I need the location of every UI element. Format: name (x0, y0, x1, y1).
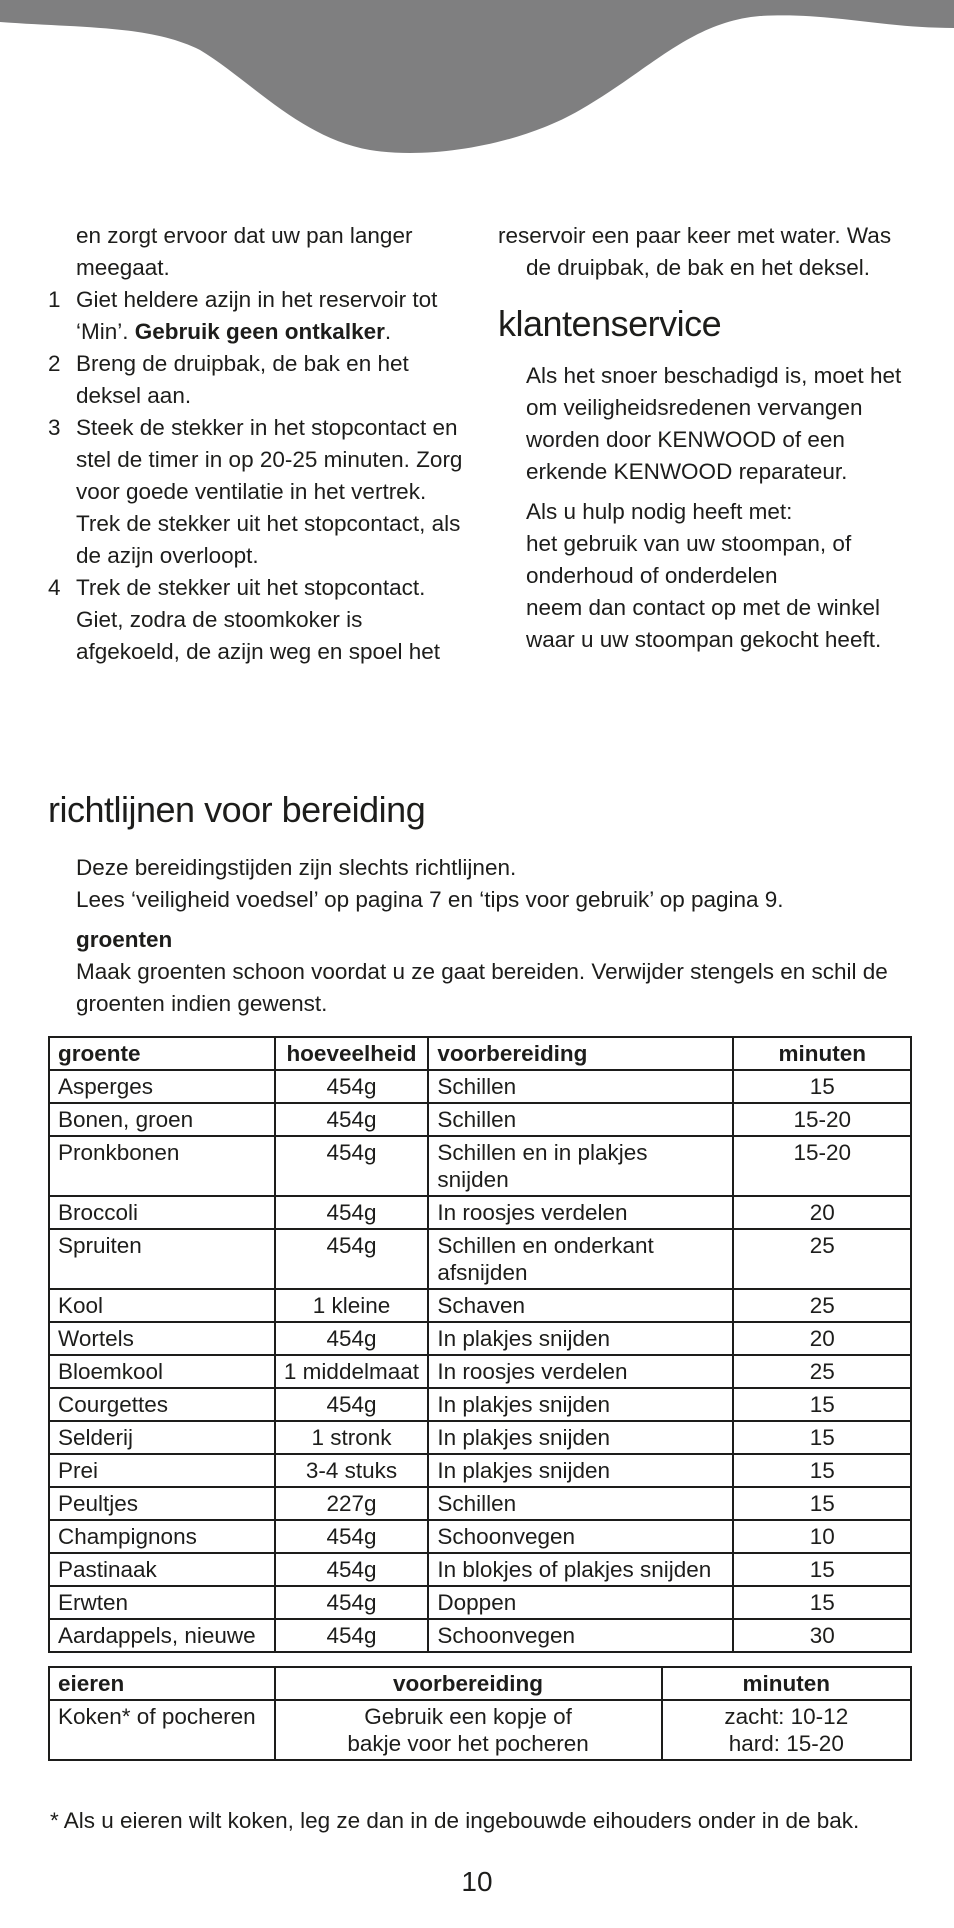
table-row (49, 1487, 911, 1520)
table-cell: 20 (733, 1196, 911, 1229)
table-cell: 454g (275, 1619, 429, 1652)
table-row (49, 1586, 911, 1619)
table-row (49, 1070, 911, 1103)
table-row (49, 1421, 911, 1454)
table-cell: 25 (733, 1229, 911, 1289)
table-cell: 3-4 stuks (275, 1454, 429, 1487)
step-1: 1 Giet heldere azijn in het reservoir tot ‘Min’. Gebruik geen ontkalker. (44, 284, 464, 348)
section-heading-klantenservice: klantenservice (498, 303, 722, 344)
table-cell: 454g (275, 1553, 429, 1586)
table-cell: Gebruik een kopje of bakje voor het pocheren (275, 1700, 662, 1760)
table-row (49, 1229, 911, 1289)
table-cell: In blokjes of plakjes snijden (428, 1553, 733, 1586)
table-cell: In plakjes snijden (428, 1421, 733, 1454)
step-text: Giet heldere azijn in het reservoir tot ‘Min’. (76, 287, 438, 344)
table-cell: In plakjes snijden (428, 1388, 733, 1421)
step-number: 4 (48, 575, 61, 600)
table-cell: 25 (733, 1289, 911, 1322)
table-cell: Pastinaak (49, 1553, 275, 1586)
service-paragraph: Als het snoer beschadigd is, moet het om veiligheidsredenen vervangen worden door KENWOOD of een erkende KENWOOD reparateur. (526, 363, 902, 484)
table-cell: 15-20 (733, 1136, 911, 1196)
table-cell: Courgettes (49, 1388, 275, 1421)
table-cell: Schoonvegen (428, 1520, 733, 1553)
table-cell: 30 (733, 1619, 911, 1652)
table-row (49, 1454, 911, 1487)
header-wave-banner (0, 0, 954, 160)
table-cell: 454g (275, 1229, 429, 1289)
subheading-groenten: groenten (76, 927, 173, 952)
left-column (44, 220, 464, 668)
step-2 (44, 348, 464, 412)
help-paragraph: Als u hulp nodig heeft met: het gebruik van uw stoompan, of onderhoud of onderdelen neem dan contact op met de winkel waar u uw stoompan gekocht heeft. (526, 499, 882, 652)
table-cell: Selderij (49, 1421, 275, 1454)
section-intro: Deze bereidingstijden zijn slechts richtlijnen. Lees ‘veiligheid voedsel’ op pagina 7 en ‘tips voor gebruik’ op pagina 9. groenten Maak groenten schoon voordat u ze gaat bereiden. Verwijder stengels en schil de groenten indien gewenst. (76, 852, 916, 1020)
table-cell: Erwten (49, 1586, 275, 1619)
step-number: 3 (48, 415, 61, 440)
table-cell: 454g (275, 1136, 429, 1196)
table-cell: Asperges (49, 1070, 275, 1103)
step-text: Steek de stekker in het stopcontact en stel de timer in op 20-25 minuten. Zorg voor goede ventilatie in het vertrek. Trek de stekker uit het stopcontact, als de azijn overloopt. (76, 415, 463, 568)
table-cell: In plakjes snijden (428, 1322, 733, 1355)
table-cell: Bloemkool (49, 1355, 275, 1388)
table-cell: Schillen (428, 1487, 733, 1520)
table-cell: Prei (49, 1454, 275, 1487)
table-cell: 15 (733, 1553, 911, 1586)
table-cell: In roosjes verdelen (428, 1355, 733, 1388)
table-cell: 20 (733, 1322, 911, 1355)
table-cell: Doppen (428, 1586, 733, 1619)
table-cell: 454g (275, 1196, 429, 1229)
table-row (49, 1619, 911, 1652)
table-cell: Schillen (428, 1070, 733, 1103)
table-row (49, 1103, 911, 1136)
column-header: minuten (662, 1667, 911, 1700)
table-cell: zacht: 10-12 hard: 15-20 (662, 1700, 911, 1760)
continued-text: en zorgt ervoor dat uw pan langer meegaat. (76, 223, 413, 280)
step-text: Trek de stekker uit het stopcontact. Giet, zodra de stoomkoker is afgekoeld, de azijn weg en spoel het (76, 575, 441, 664)
table-header-row (49, 1667, 911, 1700)
table-cell: Spruiten (49, 1229, 275, 1289)
table-cell: 15 (733, 1454, 911, 1487)
table-row (49, 1355, 911, 1388)
page-number: 10 (461, 1866, 493, 1897)
table-cell: Peultjes (49, 1487, 275, 1520)
table-cell: In plakjes snijden (428, 1454, 733, 1487)
table-cell: Kool (49, 1289, 275, 1322)
table-cell: 454g (275, 1388, 429, 1421)
table-row (49, 1520, 911, 1553)
table-cell: 15 (733, 1421, 911, 1454)
step-bold-warning: Gebruik geen ontkalker (134, 319, 385, 344)
table-cell: 10 (733, 1520, 911, 1553)
table-row (49, 1388, 911, 1421)
continued-text: reservoir een paar keer met water. Was de druipbak, de bak en het deksel. (498, 223, 892, 280)
table-cell: 1 kleine (275, 1289, 429, 1322)
column-header: voorbereiding (428, 1037, 733, 1070)
column-header: voorbereiding (275, 1667, 662, 1700)
step-number: 2 (48, 351, 61, 376)
column-header: groente (49, 1037, 275, 1070)
egg-table (48, 1666, 912, 1761)
vegetable-table (48, 1036, 912, 1653)
table-cell: 454g (275, 1103, 429, 1136)
table-cell: 1 middelmaat (275, 1355, 429, 1388)
table-cell: Wortels (49, 1322, 275, 1355)
table-cell: Bonen, groen (49, 1103, 275, 1136)
table-cell: 15 (733, 1586, 911, 1619)
table-header-row (49, 1037, 911, 1070)
table-cell: 227g (275, 1487, 429, 1520)
table-cell: 15 (733, 1487, 911, 1520)
table-cell: 454g (275, 1070, 429, 1103)
footnote: * Als u eieren wilt koken, leg ze dan in de ingebouwde eihouders onder in de bak. (50, 1807, 860, 1833)
table-cell: Schaven (428, 1289, 733, 1322)
table-cell: Schillen en in plakjes snijden (428, 1136, 733, 1196)
table-row (49, 1322, 911, 1355)
table-cell: Broccoli (49, 1196, 275, 1229)
step-number: 1 (48, 287, 61, 312)
vegetable-instructions: Maak groenten schoon voordat u ze gaat bereiden. Verwijder stengels en schil de groenten indien gewenst. (76, 959, 888, 1016)
page-section-title: richtlijnen voor bereiding (48, 789, 426, 830)
table-cell: 454g (275, 1322, 429, 1355)
table-cell: In roosjes verdelen (428, 1196, 733, 1229)
table-cell: Aardappels, nieuwe (49, 1619, 275, 1652)
table-row (49, 1700, 911, 1760)
table-row (49, 1289, 911, 1322)
table-row (49, 1136, 911, 1196)
table-row (49, 1553, 911, 1586)
table-cell: 25 (733, 1355, 911, 1388)
table-cell: Schillen en onderkant afsnijden (428, 1229, 733, 1289)
table-cell: Champignons (49, 1520, 275, 1553)
table-cell: 15-20 (733, 1103, 911, 1136)
table-cell: 454g (275, 1586, 429, 1619)
right-column (498, 220, 918, 664)
step-3 (44, 412, 464, 572)
table-cell: Pronkbonen (49, 1136, 275, 1196)
table-cell: Schillen (428, 1103, 733, 1136)
table-row (49, 1196, 911, 1229)
step-4 (44, 572, 464, 668)
table-cell: 454g (275, 1520, 429, 1553)
table-cell: Schoonvegen (428, 1619, 733, 1652)
step-text: Breng de druipbak, de bak en het deksel aan. (76, 351, 409, 408)
column-header: eieren (49, 1667, 275, 1700)
table-cell: 15 (733, 1070, 911, 1103)
column-header: minuten (733, 1037, 911, 1070)
table-cell: Koken* of pocheren (49, 1700, 275, 1760)
table-cell: 1 stronk (275, 1421, 429, 1454)
column-header: hoeveelheid (275, 1037, 429, 1070)
table-cell: 15 (733, 1388, 911, 1421)
